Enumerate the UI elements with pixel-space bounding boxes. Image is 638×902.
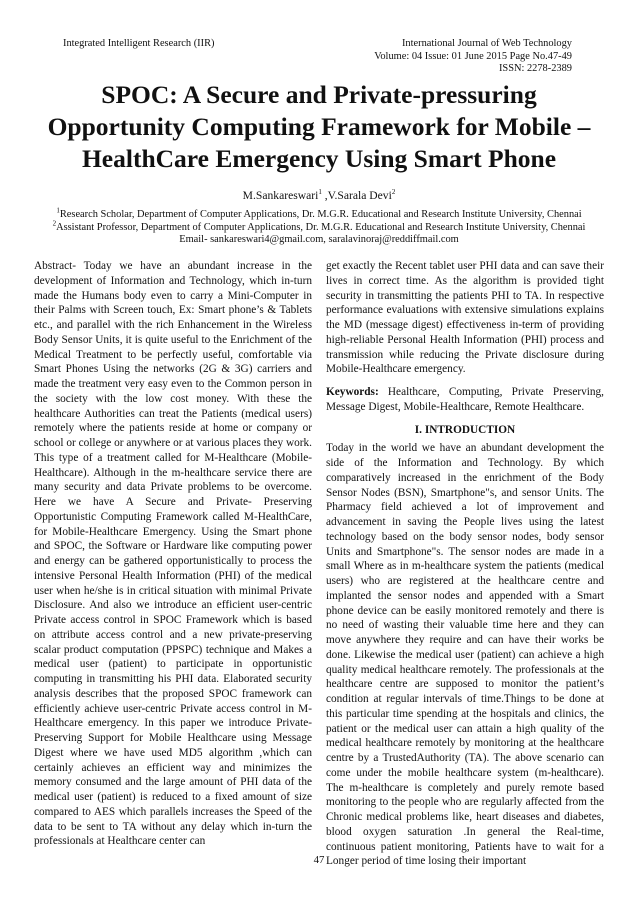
author-2: V.Sarala Devi — [327, 189, 392, 202]
title-line-2: Opportunity Computing Framework for Mobile – — [47, 112, 591, 141]
journal-name: International Journal of Web Technology — [401, 38, 572, 49]
keywords-text: Healthcare, Computing, Private Preserving, Message Digest, Mobile-Healthcare, Remote Healthcare. — [326, 386, 604, 413]
affiliation-2 — [0, 219, 638, 235]
journal-info — [374, 38, 572, 76]
affiliation-2-text: Assistant Professor, Department of Computer Applications, Dr. M.G.R. Educational and Research Institute University, Chennai — [56, 221, 586, 233]
keywords — [326, 385, 604, 415]
affiliation-2-sup: 2 — [52, 219, 57, 228]
affiliations — [0, 206, 638, 247]
abstract-continued: get exactly the Recent tablet user PHI data and can save their lives in correct time. As the algorithm is provided tight security in transmitting the patients PHI to TA. In respective performance evaluations with extensive simulations explains the MD (message digest) effectiveness in-term of providing high-reliable Personal Health Information (PHI) process and transmission while reducing the Private disclosure during Mobile-Healthcare emergency. — [326, 260, 604, 376]
keywords-label: Keywords: — [326, 386, 379, 398]
right-column — [326, 259, 604, 869]
author-line — [0, 189, 638, 202]
journal-volume: Volume: 04 Issue: 01 June 2015 Page No.47-49 — [374, 50, 572, 62]
author-separator: , — [321, 189, 328, 202]
title-line-1: SPOC: A Secure and Private-pressuring — [101, 80, 537, 109]
journal-issn: ISSN: 2278-2389 — [498, 63, 572, 75]
journal-publisher: Integrated Intelligent Research (IIR) — [63, 38, 215, 49]
abstract: Abstract- Today we have an abundant increase in the development of Information and Technology, which in-turn made the Humans body even to carry a Mini-Computer in their Palms with Screen touch, Ex: Smart phone’s & Tablets etc., and parallel with the rich Enhancement in the Wireless Body Sensor Units, it is quite useful to the Enrichment of the Medical Treatment to be perfectly useful, comfortable via Smart Phones Using the networks (2G & 3G) carriers and made the treatment very easy even to the Common person in the society with the low cost money. With these the healthcare Authorities can treat the Patients (medical users) remotely where the patients reside at home or company or school or college or anywhere or at various places they work. This type of a treatment called for M-Healthcare (Mobile- Healthcare). Although in the m-healthcare service there are many security and data Private problems to be overcome. Here we have A Secure and Private- Preserving Opportunistic Computing Framework called M-HealthCare, for Mobile-Healthcare Emergency. Using the Smart phone and SPOC, the Software or Hardware like computing power and energy can be gathered opportunistically to process the intensive Personal Health Information (PHI) of the medical user when he/she is in critical situation with minimal Private Disclosure. And also we introduce an efficient user-centric Private access control in SPOC Framework which is based on attribute access control and a new private-preserving scalar product computation (PPSPC) technique and Makes a medical user (patient) to participate in opportunistic computing in transmitting his PHI data. Elaborated security analysis describes that the proposed SPOC framework can efficiently achieve user-centric Private access control in M-Healthcare emergency. In this paper we introduce Private-Preserving Support for Mobile Healthcare using Message Digest where we have used MD5 algorithm ,which can certainly achieves an efficient way and minimizes the memory consumed and the large amount of PHI data of the medical user (patient) is reduced to a fixed amount of size compared to AES which parallels increases the Speed of the data to be sent to TA without any delay which in-turn the professionals at Healthcare center can — [34, 260, 312, 848]
title-line-3: HealthCare Emergency Using Smart Phone — [81, 144, 557, 173]
section-heading-introduction: I. INTRODUCTION — [414, 423, 516, 436]
affiliation-1-text: Research Scholar, Department of Computer Applications, Dr. M.G.R. Educational and Research Institute University, Chennai — [59, 209, 582, 220]
page-number: 47 — [313, 854, 325, 866]
author-2-sup: 2 — [391, 188, 396, 197]
introduction-text: Today in the world we have an abundant development the side of the Information and Technology. By which comparatively increased in the enrichment of the Body Sensor Nodes (BSN), Smartphone"s, and sensor Units. The Pharmacy field achieved a lot of improvement and advancement in saving the People lives using the latest technology based on the body sensor nodes, body sensor Units and Smartphone"s. The sensor nodes are made in a small Where as in m-healthcare system the patients (medical users) who are registered at the healthcare centre and implanted the sensor nodes and appended with a Smart phone device can be easily monitored remotely and there is no need of wasting their valuable time here and they can move anywhere they require and can have their works be done. Likewise the medical user (patient) can achieve a high quality medical healthcare remotely. The professionals at the healthcare centre are supposed to monitor the patient’s condition at regular intervals of time.Things to be done at this particular time spending at the hospitals and clinics, the patient or the medical user can attain a high quality of the medical healthcare remotely by monitoring at the healthcare centre by a TrustedAuthority (TA). The above scenario can come under the mobile healthcare system (m-healthcare). The m-healthcare is completely and purely remote based monitoring to the people who are regularly affected from the Chronic medical problems like, heart diseases and diabetes, blood oxygen saturation .In general the Real-time, continuous patient monitoring, Patients have to wait for a Longer period of time losing their important — [326, 442, 604, 868]
left-column — [34, 259, 312, 849]
email-line: Email- sankareswari4@gmail.com, saralavinoraj@reddiffmail.com — [179, 234, 459, 246]
affiliation-1 — [0, 206, 638, 222]
author-1: M.Sankareswari — [242, 189, 319, 202]
affiliation-1-sup: 1 — [56, 206, 60, 215]
paper-title — [20, 79, 618, 175]
author-1-sup: 1 — [318, 188, 322, 197]
